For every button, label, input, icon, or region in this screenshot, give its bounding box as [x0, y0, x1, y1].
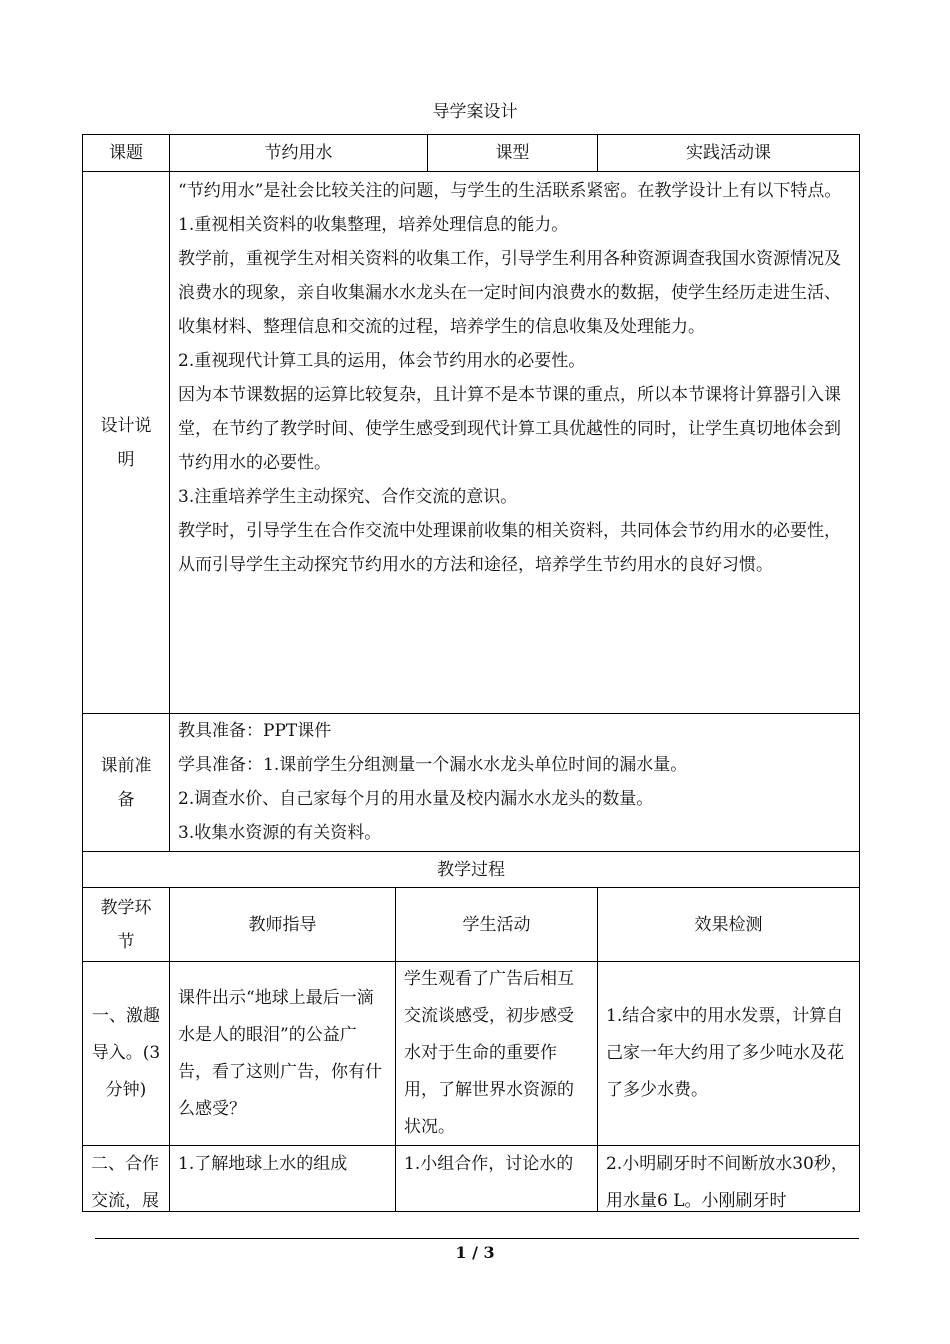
design-paragraph: 教学前，重视学生对相关资料的收集工作，引导学生利用各种资源调查我国水资源情况及浪费水的现象，亲自收集漏水水龙头在一定时间内浪费水的数据，使学生经历走进生活、收集材料、整理信息和交流的过程，培养学生的信息收集及处理能力。	[178, 249, 841, 337]
stage-cell: 一、激趣导入。(3分钟)	[82, 962, 170, 1146]
document-title: 导学案设计	[432, 102, 518, 122]
prep-item: 3.收集水资源的有关资料。	[178, 823, 382, 843]
effect-check-cell: 1.结合家中的用水发票，计算自己家一年大约用了多少吨水及花了多少水费。	[598, 962, 860, 1146]
column-header-student: 学生活动	[396, 888, 598, 962]
prep-item: 学具准备：1.课前学生分组测量一个漏水水龙头单位时间的漏水量。	[178, 755, 688, 775]
lesson-plan-table	[82, 134, 860, 1212]
column-header-check: 效果检测	[598, 888, 860, 962]
design-point-1: 1.重视相关资料的收集整理，培养处理信息的能力。	[178, 215, 569, 235]
design-paragraph: 因为本节课数据的运算比较复杂，且计算不是本节课的重点，所以本节课将计算器引入课堂，在节约了教学时间、使学生感受到现代计算工具优越性的同时，让学生真切地体会到节约用水的必要性。	[178, 385, 841, 473]
teacher-guidance-cell: 1.了解地球上水的组成	[170, 1146, 396, 1212]
process-title: 教学过程	[82, 852, 860, 888]
page-number: 1 / 3	[455, 1243, 495, 1262]
design-content	[170, 172, 860, 714]
column-header-teacher: 教师指导	[170, 888, 396, 962]
design-paragraph: 教学时，引导学生在合作交流中处理课前收集的相关资料，共同体会节约用水的必要性，从而引导学生主动探究节约用水的方法和途径，培养学生节约用水的良好习惯。	[178, 521, 841, 575]
footer-divider	[95, 1238, 859, 1239]
prep-label: 课前准备	[82, 714, 170, 852]
teacher-guidance-cell: 课件出示“地球上最后一滴水是人的眼泪”的公益广告，看了这则广告，你有什么感受？	[170, 962, 396, 1146]
lesson-type-value: 实践活动课	[598, 134, 860, 172]
stage-cell: 二、合作交流，展	[82, 1146, 170, 1212]
prep-content	[170, 714, 860, 852]
topic-label: 课题	[82, 134, 170, 172]
column-header-stage: 教学环节	[82, 888, 170, 962]
effect-check-cell: 2.小明刷牙时不间断放水30秒，用水量6 L。小刚刷牙时	[598, 1146, 860, 1212]
topic-value: 节约用水	[170, 134, 428, 172]
prep-item: 2.调查水价、自己家每个月的用水量及校内漏水水龙头的数量。	[178, 789, 654, 809]
design-paragraph: “节约用水”是社会比较关注的问题，与学生的生活联系紧密。在教学设计上有以下特点。	[178, 181, 842, 201]
prep-item: 教具准备：PPT课件	[178, 721, 332, 741]
design-point-3: 3.注重培养学生主动探究、合作交流的意识。	[178, 487, 518, 507]
design-label: 设计说明	[82, 172, 170, 714]
lesson-type-label: 课型	[428, 134, 598, 172]
student-activity-cell: 学生观看了广告后相互交流谈感受，初步感受水对于生命的重要作用，了解世界水资源的状况。	[396, 962, 598, 1146]
student-activity-cell: 1.小组合作，讨论水的	[396, 1146, 598, 1212]
design-point-2: 2.重视现代计算工具的运用，体会节约用水的必要性。	[178, 351, 586, 371]
